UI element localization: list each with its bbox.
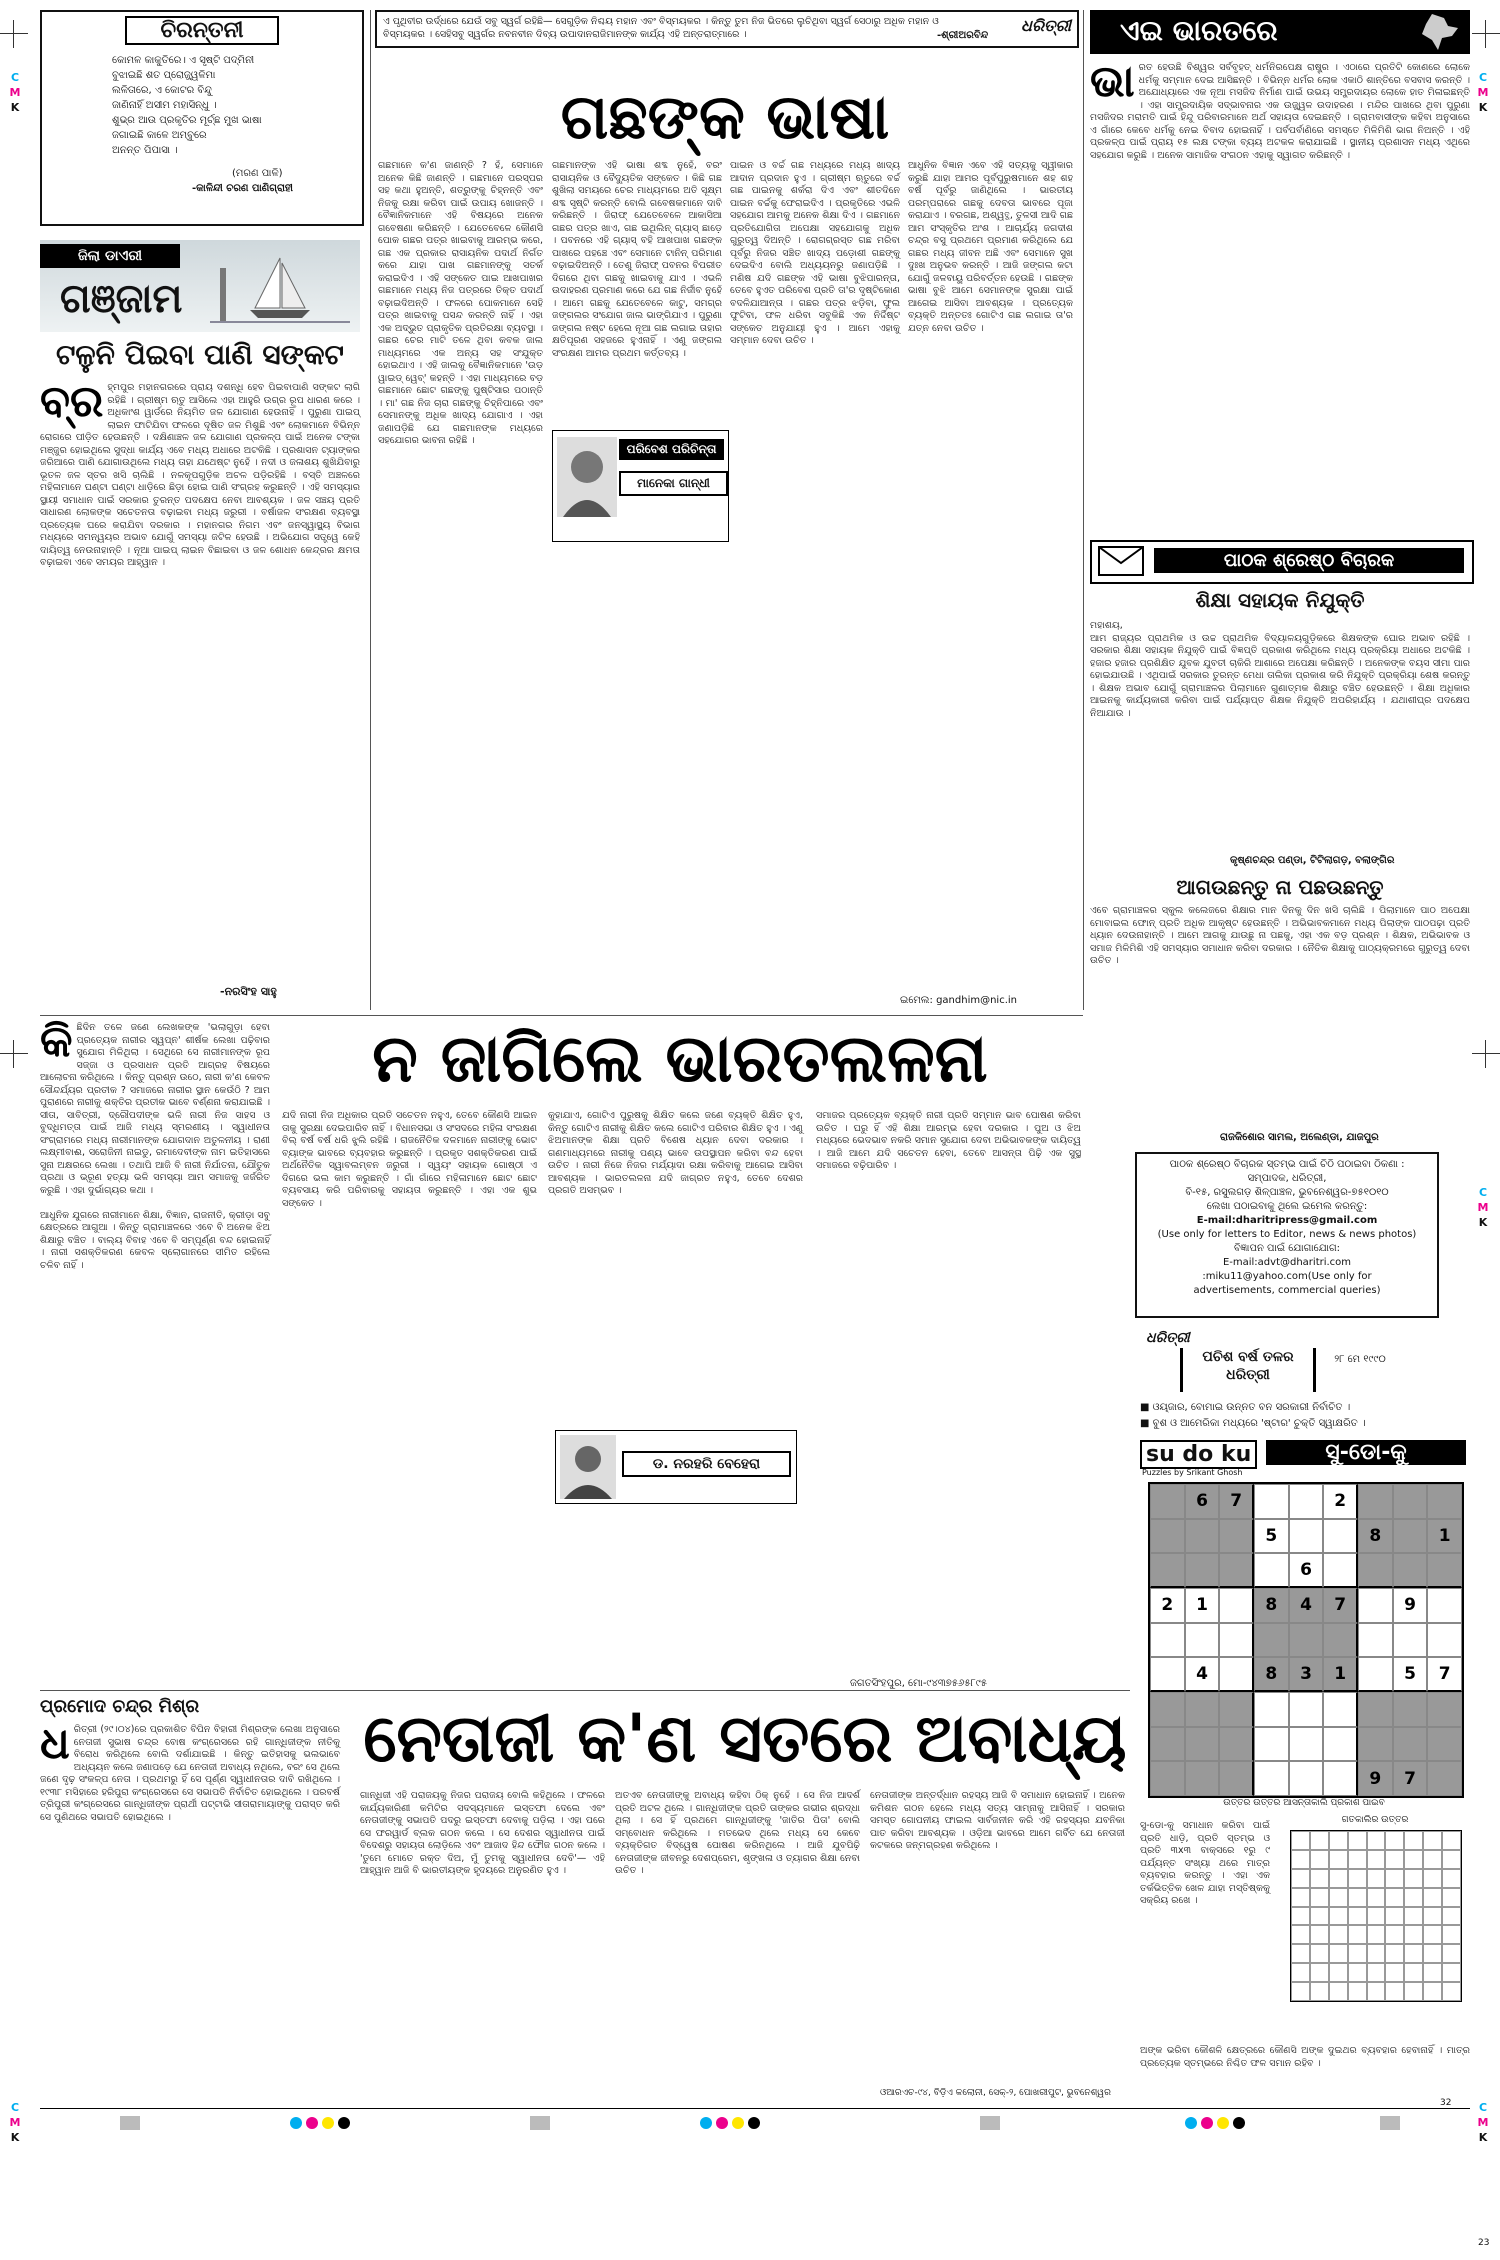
solution-cell: [1367, 1888, 1386, 1907]
sudoku-cell[interactable]: [1358, 1484, 1393, 1519]
solution-cell: [1310, 1963, 1329, 1982]
sudoku-grid[interactable]: [1148, 1482, 1464, 1798]
solution-cell: [1404, 1888, 1423, 1907]
solution-cell: [1310, 1869, 1329, 1888]
old-news-list: [1140, 1400, 1470, 1432]
sudoku-answer-note: ଉତ୍ତର ଉତ୍ତର ଆସନ୍ତାକାଲି ପ୍ରକାଶ ପାଇବ: [1223, 1798, 1385, 1808]
sudoku-cell[interactable]: [1150, 1484, 1185, 1519]
crosshair-right: [1472, 1040, 1500, 1068]
solution-cell: [1423, 1925, 1442, 1944]
sudoku-cell[interactable]: [1427, 1623, 1462, 1658]
solution-cell: [1348, 1925, 1367, 1944]
letter1-signature: କୃଷ୍ଣଚନ୍ଦ୍ର ପଣ୍ଡା, ଟିଟିଲାଗଡ଼, ବଲାଙ୍ଗିର: [1230, 855, 1395, 866]
sudoku-cell[interactable]: [1289, 1761, 1324, 1796]
sudoku-cell[interactable]: 4: [1185, 1657, 1220, 1692]
solution-cell: [1423, 1888, 1442, 1907]
sudoku-cell[interactable]: [1427, 1761, 1462, 1796]
sudoku-cell[interactable]: [1219, 1519, 1254, 1554]
sudoku-cell[interactable]: [1185, 1727, 1220, 1762]
sudoku-cell[interactable]: [1150, 1727, 1185, 1762]
solution-cell: [1404, 1869, 1423, 1888]
sudoku-cell[interactable]: [1358, 1727, 1393, 1762]
letter2-body: ଏବେ ଗ୍ରାମାଞ୍ଚଳର ସ୍କୁଲ କଲେଜରେ ଶିକ୍ଷାର ମାନ ଦିନକୁ ଦିନ ଖସି ଚାଲିଛି । ପିଲାମାନେ ପାଠ ଅପେକ୍ଷା ମୋବାଇଲ ଫୋନ୍ ପ୍ରତି ଅଧିକ ଆକୃଷ୍ଟ ହେଉଛନ୍ତି । ଅଭିଭାବକମାନେ ମଧ୍ୟ ପିଲାଙ୍କ ପାଠପଢ଼ା ପ୍ରତି ଧ୍ୟାନ ଦେଉନାହାନ୍ତି । ଆମେ ଆଗକୁ ଯାଉଛୁ ନା ପଛକୁ, ଏହା ଏକ ବଡ଼ ପ୍ରଶ୍ନ । ଶିକ୍ଷକ, ଅଭିଭାବକ ଓ ସମାଜ ମିଳିମିଶି ଏହି ସମସ୍ୟାର ସମାଧାନ କରିବା ଦରକାର । ନୈତିକ ଶିକ୍ଷାକୁ ପାଠ୍ୟକ୍ରମରେ ଗୁରୁତ୍ୱ ଦେବା ଉଚିତ ।: [1090, 905, 1474, 966]
solution-cell: [1385, 1907, 1404, 1926]
column-rule: [370, 10, 371, 1010]
solution-cell: [1442, 1944, 1461, 1963]
corner-number: 23: [1478, 2238, 1490, 2248]
sudoku-cell[interactable]: [1219, 1761, 1254, 1796]
netaji-col2: ଗାନ୍ଧିଜୀ ଏହି ପରାଜୟକୁ ନିଜର ପରାଜୟ ବୋଲି କହିଥିଲେ । ଫଳରେ କାର୍ଯ୍ୟକାରିଣୀ କମିଟିର ସଦସ୍ୟମାନେ ଇସ୍ତଫା ଦେଲେ ଏବଂ ନେତାଜୀଙ୍କୁ ସଭାପତି ପଦରୁ ଇସ୍ତଫା ଦେବାକୁ ପଡ଼ିଲା । ଏହା ପରେ ସେ ଫରୱାର୍ଡ ବ୍ଲକ ଗଠନ କଲେ । ସେ ଦେଶର ସ୍ୱାଧୀନତା ପାଇଁ ବିଦେଶରୁ ସହାୟତା ଲୋଡ଼ିଲେ ଏବଂ ଆଜାଦ ହିନ୍ଦ ଫୌଜ ଗଠନ କଲେ । 'ତୁମେ ମୋତେ ରକ୍ତ ଦିଅ, ମୁଁ ତୁମକୁ ସ୍ୱାଧୀନତା ଦେବି'— ଏହି ଆହ୍ୱାନ ଆଜି ବି ଭାରତୀୟଙ୍କ ହୃଦୟରେ ଅନୁରଣିତ ହୁଏ ।: [360, 1790, 609, 1876]
sudoku-cell[interactable]: 9: [1393, 1588, 1428, 1623]
reader-banner-text: ପାଠକ ଶ୍ରେଷ୍ଠ ବିଚାରକ: [1154, 548, 1464, 573]
columnist-box: [552, 430, 729, 542]
old-dharitri-logo: ଧରିତ୍ରୀ: [1146, 1330, 1190, 1346]
trees-article-col2-top: ଗଛମାନଙ୍କ ଏହି ଭାଷା ଶବ୍ଦ ନୁହେଁ, ବରଂ ରାସାୟନିକ ଓ ବୈଦ୍ୟୁତିକ ସଙ୍କେତ । କିଛି ଗଛ ଶୁଖିଲା ସମୟରେ ଚେର ମାଧ୍ୟମରେ ଅତି ସୂକ୍ଷ୍ମ ଶବ୍ଦ ସୃଷ୍ଟି କରନ୍ତି ବୋଲି ଗବେଷକମାନେ ଦାବି କରିଛନ୍ତି । ଜିରାଫ୍ ଯେତେବେଳେ ଆକାସିଆ ଗଛର ପତ୍ର ଖାଏ, ଗଛ ଇଥିଲିନ୍ ଗ୍ୟାସ୍ ଛାଡ଼େ । ପବନରେ ଏହି ଗ୍ୟାସ୍ ବହି ଆଖପାଖ ଗଛଙ୍କ ପାଖରେ ପହଞ୍ଚେ ଏବଂ ସେମାନେ ଟାନିନ୍ ପରିମାଣ ବଢ଼ାଇଦିଅନ୍ତି । ତେଣୁ ଜିରାଫ୍ ପବନର ବିପରୀତ ଦିଗରେ ଥିବା ଗଛକୁ ଖାଇବାକୁ ଯାଏ । ଏଭଳି ଉଦାହରଣ ପ୍ରମାଣ କରେ ଯେ ଗଛ ନିର୍ଜୀବ ନୁହେଁ । ଆମେ ଗଛକୁ ଯେତେବେଳେ କାଟୁ, ସମଗ୍ର ଜଙ୍ଗଲର ସଂଯୋଗ ଜାଲ ଭାଙ୍ଗିଯାଏ । ପୁରୁଣା ଜଙ୍ଗଲ ନଷ୍ଟ ହେଲେ ନୂଆ ଗଛ ଲଗାଇ ତାହାର କ୍ଷତିପୂରଣ ସହଜରେ ହୁଏନାହିଁ । ଏଣୁ ଜଙ୍ଗଲ ସଂରକ୍ଷଣ ଆମର ପ୍ରଥମ କର୍ତ୍ତବ୍ୟ ।: [552, 160, 726, 359]
solution-cell: [1367, 1963, 1386, 1982]
lalana-col2: ଯଦି ନାରୀ ନିଜ ଅଧିକାର ପ୍ରତି ସଚେତନ ନହୁଏ, ତେବେ କୌଣସି ଆଇନ ତାକୁ ସୁରକ୍ଷା ଦେଇପାରିବ ନାହିଁ । ବିଧାନସଭା ଓ ସଂସଦରେ ମହିଳା ସଂରକ୍ଷଣ ବିଲ୍ ବର୍ଷ ବର୍ଷ ଧରି ଝୁଲି ରହିଛି । ରାଜନୈତିକ ଦଳମାନେ ନାରୀଙ୍କୁ ଭୋଟ ବ୍ୟାଙ୍କ ଭାବରେ ବ୍ୟବହାର କରୁଛନ୍ତି । ପ୍ରକୃତ ସଶକ୍ତିକରଣ ପାଇଁ ଅର୍ଥନୈତିକ ସ୍ୱାବଲମ୍ବନ ଜରୁରୀ । ସ୍ୱୟଂ ସହାୟକ ଗୋଷ୍ଠୀ ଏ ଦିଗରେ ଭଲ କାମ କରୁଛନ୍ତି । ଗାଁ ଗାଁରେ ମହିଳାମାନେ ଛୋଟ ଛୋଟ ବ୍ୟବସାୟ କରି ପରିବାରକୁ ସହାୟତା କରୁଛନ୍ତି । ଏହା ଏକ ଶୁଭ ସଙ୍କେତ ।: [282, 1110, 541, 1209]
bharat-masthead-text: ଏଇ ଭାରତରେ: [1120, 14, 1278, 47]
registration-mark-right-bottom: C M K: [1477, 2101, 1489, 2144]
sudoku-cell[interactable]: [1254, 1761, 1289, 1796]
sudoku-cell[interactable]: [1427, 1727, 1462, 1762]
sudoku-cell[interactable]: [1393, 1727, 1428, 1762]
sudoku-cell[interactable]: [1150, 1623, 1185, 1658]
contact-box: [1135, 1152, 1439, 1318]
solution-cell: [1348, 1831, 1367, 1850]
solution-cell: [1404, 1831, 1423, 1850]
page-number: 32: [1440, 2098, 1452, 2108]
solution-cell: [1423, 1907, 1442, 1926]
contact-line1: ସମ୍ପାଦକ, ଧରିତ୍ରୀ,: [1247, 1173, 1327, 1184]
solution-cell: [1423, 1944, 1442, 1963]
yellow-dot: [322, 2117, 334, 2129]
sudoku-cell[interactable]: 5: [1393, 1657, 1428, 1692]
india-map-icon: [1412, 12, 1462, 52]
sudoku-cell[interactable]: [1185, 1761, 1220, 1796]
contact-email-3[interactable]: :miku11@yahoo.com(Use only for: [1202, 1271, 1372, 1282]
lalana-col1: କିଛିଦିନ ତଳେ ଜଣେ ଲେଖକଙ୍କ 'ଭଲାଗୁଡ଼ା ହେବା ପ୍ରତ୍ୟେକ ନାରୀର ସ୍ୱପ୍ନ' ଶୀର୍ଷକ ଲେଖା ପଢ଼ିବାର ସୁଯୋଗ ମିଳିଥିଲା । ସେଥିରେ ସେ ନାରୀମାନଙ୍କ ରୂପ ସଜ୍ଜା ଓ ପ୍ରସାଧନ ପ୍ରତି ଆଗ୍ରହ ବିଷୟରେ ଆଲୋଚନା କରିଥିଲେ । କିନ୍ତୁ ପ୍ରଶ୍ନ ଉଠେ, ନାରୀ କ'ଣ କେବଳ ସୌନ୍ଦର୍ଯ୍ୟର ପ୍ରତୀକ ? ସମାଜରେ ନାରୀର ସ୍ଥାନ କେଉଁଠି ? ଆମ ପୁରାଣରେ ନାରୀକୁ ଶକ୍ତିର ପ୍ରତୀକ ଭାବେ ବର୍ଣ୍ଣନା କରାଯାଇଛି । ସୀତା, ସାବିତ୍ରୀ, ଦ୍ରୌପଦୀଙ୍କ ଭଳି ନାରୀ ନିଜ ସାହସ ଓ ବୁଦ୍ଧିମତ୍ତା ପାଇଁ ଆଜି ମଧ୍ୟ ସ୍ମରଣୀୟ । ସ୍ୱାଧୀନତା ସଂଗ୍ରାମରେ ମଧ୍ୟ ନାରୀମାନଙ୍କ ଯୋଗଦାନ ଅତୁଳନୀୟ । ରାଣୀ ଲକ୍ଷ୍ମୀବାଈ, ସରୋଜିନୀ ନାଇଡୁ, ରମାଦେବୀଙ୍କ ନାମ ଇତିହାସରେ ସୁନା ଅକ୍ଷରରେ ଲେଖା । ତଥାପି ଆଜି ବି ନାରୀ ନିର୍ଯାତନା, ଯୌତୁକ ପ୍ରଥା ଓ ଭ୍ରୂଣ ହତ୍ୟା ଭଳି ସମସ୍ୟା ଆମ ସମାଜକୁ ଜର୍ଜରିତ କରୁଛି । ଏହା ଦୁର୍ଭାଗ୍ୟର କଥା । ଆଧୁନିକ ଯୁଗରେ ନାରୀମାନେ ଶିକ୍ଷା, ବିଜ୍ଞାନ, ରାଜନୀତି, କ୍ରୀଡ଼ା ସବୁ କ୍ଷେତ୍ରରେ ଆଗୁଆ । କିନ୍ତୁ ଗ୍ରାମାଞ୍ଚଳରେ ଏବେ ବି ଅନେକ ଝିଅ ଶିକ୍ଷାରୁ ବଞ୍ଚିତ । ବାଲ୍ୟ ବିବାହ ଏବେ ବି ସମ୍ପୂର୍ଣ୍ଣ ବନ୍ଦ ହୋଇନାହିଁ । ନାରୀ ସଶକ୍ତିକରଣ କେବଳ ସ୍ଲୋଗାନରେ ସୀମିତ ରହିଲେ ଚଳିବ ନାହିଁ ।: [40, 1016, 270, 1271]
envelope-icon: [1098, 546, 1144, 576]
contact-line3: ଲେଖା ପଠାଇବାକୁ ଥିଲେ ଇମେଲ କରନ୍ତୁ:: [1206, 1201, 1368, 1212]
sudoku-cell[interactable]: [1323, 1553, 1358, 1588]
column-rule: [1083, 10, 1084, 1010]
sudoku-cell[interactable]: 7: [1323, 1588, 1358, 1623]
sudoku-cell[interactable]: 9: [1358, 1761, 1393, 1796]
lalana-col4: ସମାଜର ପ୍ରତ୍ୟେକ ବ୍ୟକ୍ତି ନାରୀ ପ୍ରତି ସମ୍ମାନ ଭାବ ପୋଷଣ କରିବା ଉଚିତ । ଘରୁ ହିଁ ଏହି ଶିକ୍ଷା ଆରମ୍ଭ ହେବା ଦରକାର । ପୁଅ ଓ ଝିଅ ମଧ୍ୟରେ ଭେଦଭାବ ନକରି ସମାନ ସୁଯୋଗ ଦେବା ଅଭିଭାବକଙ୍କ ଦାୟିତ୍ୱ । ଆଜି ଆମେ ଯଦି ସଚେତନ ହେବା, ତେବେ ଆସନ୍ତା ପିଢ଼ି ଏକ ସୁସ୍ଥ ସମାଜରେ ବଢ଼ିପାରିବ ।: [816, 1110, 1085, 1171]
sudoku-cell[interactable]: 4: [1289, 1588, 1324, 1623]
sudoku-solution-grid: [1290, 1830, 1462, 2002]
sudoku-cell[interactable]: [1427, 1553, 1462, 1588]
sudoku-cell[interactable]: [1427, 1588, 1462, 1623]
bharat-masthead: [1090, 10, 1470, 54]
trees-article-col2-bottom: [552, 548, 722, 1010]
solution-cell: [1423, 1869, 1442, 1888]
sudoku-cell[interactable]: 8: [1254, 1588, 1289, 1623]
sudoku-cell[interactable]: [1393, 1484, 1428, 1519]
district-diary-banner: [40, 240, 360, 332]
gray-swatch: [1380, 2116, 1400, 2130]
sudoku-cell[interactable]: 7: [1219, 1484, 1254, 1519]
solution-cell: [1367, 1831, 1386, 1850]
district-diary-tag: ଜିଲା ଡାଏରୀ: [40, 244, 180, 268]
cyan-dot: [290, 2117, 302, 2129]
solution-cell: [1310, 1907, 1329, 1926]
sudoku-cell[interactable]: 7: [1427, 1657, 1462, 1692]
sudoku-answers-head: ଗତକାଲିର ଉତ୍ତର: [1341, 1815, 1409, 1825]
lalana-author-box: [555, 1430, 797, 1504]
sudoku-cell[interactable]: [1150, 1553, 1185, 1588]
sudoku-cell[interactable]: [1254, 1553, 1289, 1588]
water-article-dropcap: ବ୍ର: [40, 376, 104, 427]
water-article-author: -ନରସିଂହ ସାହୁ: [220, 985, 277, 998]
lalana-col3-bottom: [548, 1510, 803, 1660]
sudoku-cell[interactable]: [1323, 1727, 1358, 1762]
solution-cell: [1385, 1963, 1404, 1982]
solution-cell: [1423, 1982, 1442, 2001]
sudoku-cell[interactable]: [1358, 1692, 1393, 1727]
sudoku-cell[interactable]: 8: [1358, 1519, 1393, 1554]
magenta-dot: [716, 2117, 728, 2129]
chirantani-source: (ମରଣ ପାଳି): [232, 168, 283, 179]
solution-cell: [1367, 1982, 1386, 2001]
solution-cell: [1329, 1944, 1348, 1963]
solution-cell: [1385, 1869, 1404, 1888]
sudoku-cell[interactable]: 7: [1393, 1761, 1428, 1796]
black-dot: [748, 2117, 760, 2129]
solution-cell: [1310, 1982, 1329, 2001]
footer-rule: [40, 2108, 1470, 2109]
solution-cell: [1404, 1982, 1423, 2001]
sudoku-cell[interactable]: [1185, 1692, 1220, 1727]
sudoku-cell[interactable]: [1358, 1553, 1393, 1588]
sudoku-credit: Puzzles by Srikant Ghosh: [1142, 1468, 1243, 1477]
solution-cell: [1367, 1850, 1386, 1869]
solution-cell: [1442, 1925, 1461, 1944]
sudoku-footer: ଅଙ୍କ ଭରିବା କୌଶଳି କ୍ଷେତ୍ରରେ କୌଣସି ଅଙ୍କ ଦୁଇଥର ବ୍ୟବହାର ହେବାନାହିଁ । ମାତ୍ର ପ୍ରତ୍ୟେକ ସ୍ତମ୍ଭରେ ନିଶ୍ଚିତ ଫଳ ସମାନ ରହିବ ।: [1140, 2045, 1474, 2069]
section-rule: [40, 1015, 1083, 1016]
solution-cell: [1404, 1963, 1423, 1982]
sudoku-cell[interactable]: [1185, 1623, 1220, 1658]
magenta-dot: [306, 2117, 318, 2129]
solution-cell: [1385, 1888, 1404, 1907]
solution-cell: [1442, 1869, 1461, 1888]
solution-cell: [1291, 1925, 1310, 1944]
chirantani-heading: ଚିରନ୍ତନୀ: [125, 16, 279, 45]
lalana-title: ନ ଜାଗିଲେ ଭାରତଲଳନା: [372, 1020, 988, 1097]
solution-cell: [1329, 1907, 1348, 1926]
netaji-title: ନେତାଜୀ କ'ଣ ସତରେ ଅବାଧ୍ୟ: [363, 1700, 1127, 1777]
columnist-photo: [557, 437, 617, 517]
trees-article-title: ଗଛଙ୍କ ଭାଷା: [560, 80, 890, 153]
sudoku-cell[interactable]: [1289, 1484, 1324, 1519]
solution-cell: [1348, 1907, 1367, 1926]
sudoku-cell[interactable]: [1427, 1484, 1462, 1519]
registration-mark-right-mid: C M K: [1477, 1186, 1489, 1229]
solution-cell: [1423, 1831, 1442, 1850]
contact-email-2[interactable]: E-mail:advt@dharitri.com: [1222, 1257, 1352, 1268]
sudoku-cell[interactable]: [1323, 1761, 1358, 1796]
bharat-dropcap: ଭା: [1090, 56, 1135, 107]
solution-cell: [1404, 1907, 1423, 1926]
old-news-item: ■ ଓୟ୍‌ଜାର, ବୋମାଇ ଉନ୍ନତ ବନ ସରକାରୀ ନିର୍ବାଚିତ ।: [1140, 1402, 1351, 1413]
solution-cell: [1348, 1850, 1367, 1869]
solution-cell: [1348, 1944, 1367, 1963]
solution-cell: [1291, 1888, 1310, 1907]
sudoku-cell[interactable]: [1289, 1623, 1324, 1658]
trees-article-col4: ଆଧୁନିକ ବିଜ୍ଞାନ ଏବେ ଏହି ସତ୍ୟକୁ ସ୍ୱୀକାର କରୁଛି ଯାହା ଆମର ପୂର୍ବପୁରୁଷମାନେ ଶହ ଶହ ବର୍ଷ ପୂର୍ବରୁ ଜାଣିଥିଲେ । ଭାରତୀୟ ପରମ୍ପରାରେ ଗଛକୁ ଦେବତା ଭାବରେ ପୂଜା କରାଯାଏ । ବରଗଛ, ଅଶ୍ୱତ୍ଥ, ତୁଳସୀ ଆଦି ଗଛ ଆମ ସଂସ୍କୃତିର ଅଂଶ । ଆଚାର୍ଯ୍ୟ ଜଗଦୀଶ ଚନ୍ଦ୍ର ବସୁ ପ୍ରଥମେ ପ୍ରମାଣ କରିଥିଲେ ଯେ ଗଛର ମଧ୍ୟ ଜୀବନ ଅଛି ଏବଂ ସେମାନେ ସୁଖ ଦୁଃଖ ଅନୁଭବ କରନ୍ତି । ଆଜି ଜଙ୍ଗଲ କଟା ଯୋଗୁଁ ଜଳବାୟୁ ପରିବର୍ତ୍ତନ ହେଉଛି । ଗଛଙ୍କ ଭାଷା ବୁଝି ଆମେ ସେମାନଙ୍କ ସୁରକ୍ଷା ପାଇଁ ଆଗେଇ ଆସିବା ଆବଶ୍ୟକ । ପ୍ରତ୍ୟେକ ବ୍ୟକ୍ତି ଅନ୍ତତଃ ଗୋଟିଏ ଗଛ ଲଗାଇ ତା'ର ଯତ୍ନ ନେବା ଉଚିତ ।: [908, 160, 1077, 334]
letter2-title: ଆଗଉଛନ୍ତୁ ନା ପଛଉଛନ୍ତୁ: [1176, 875, 1384, 899]
solution-cell: [1385, 1831, 1404, 1850]
sudoku-cell[interactable]: [1358, 1623, 1393, 1658]
registration-mark-left-bottom: C M K: [9, 2101, 21, 2144]
solution-cell: [1291, 1831, 1310, 1850]
sudoku-cell[interactable]: [1323, 1519, 1358, 1554]
sudoku-cell[interactable]: 3: [1289, 1657, 1324, 1692]
columnist-email[interactable]: gandhim@nic.in: [936, 995, 1018, 1006]
solution-cell: [1442, 1850, 1461, 1869]
contact-intro: ପାଠକ ଶ୍ରେଷ୍ଠ ବିଚାରକ ସ୍ତମ୍ଭ ପାଇଁ ଚିଠି ପଠାଇବା ଠିକଣା :: [1169, 1159, 1405, 1170]
registration-mark-right-top: C M K: [1477, 71, 1489, 114]
solution-cell: [1329, 1982, 1348, 2001]
netaji-col3: ଅତଏବ ନେତାଜୀଙ୍କୁ ଅବାଧ୍ୟ କହିବା ଠିକ୍ ନୁହେଁ । ସେ ନିଜ ଆଦର୍ଶ ପ୍ରତି ଅଟଳ ଥିଲେ । ଗାନ୍ଧିଜୀଙ୍କ ପ୍ରତି ତାଙ୍କର ଗଭୀର ଶ୍ରଦ୍ଧା ଥିଲା । ସେ ହିଁ ପ୍ରଥମେ ଗାନ୍ଧିଜୀଙ୍କୁ 'ଜାତିର ପିତା' ବୋଲି ସମ୍ବୋଧନ କରିଥିଲେ । ମତଭେଦ ଥିଲେ ମଧ୍ୟ ସେ କେବେ ବ୍ୟକ୍ତିଗତ ବିଦ୍ୱେଷ ପୋଷଣ କରିନଥିଲେ । ଆଜି ଯୁବପିଢ଼ି ନେତାଜୀଙ୍କ ଜୀବନରୁ ଦେଶପ୍ରେମ, ଶୃଙ୍ଖଳା ଓ ତ୍ୟାଗର ଶିକ୍ଷା ନେବା ଉଚିତ ।: [615, 1790, 864, 1876]
netaji-col1: ଧରିତ୍ରୀ (୨୯।୦୪)ରେ ପ୍ରକାଶିତ ବିପିନ ବିହାରୀ ମିଶ୍ରଙ୍କ ଲେଖା ଅନୁସାରେ ନେତାଜୀ ସୁଭାଷ ଚନ୍ଦ୍ର ବୋଷ କଂଗ୍ରେସରେ ରହି ଗାନ୍ଧିଜୀଙ୍କ ନୀତିକୁ ବିରୋଧ କରିଥିଲେ ବୋଲି ଦର୍ଶାଯାଇଛି । କିନ୍ତୁ ଇତିହାସକୁ ଭଲଭାବେ ଅଧ୍ୟୟନ କଲେ ଜଣାପଡ଼େ ଯେ ନେତାଜୀ ଅବାଧ୍ୟ ନଥିଲେ, ବରଂ ସେ ଥିଲେ ଜଣେ ଦୃଢ଼ ସଂକଳ୍ପ ନେତା । ପ୍ରଥମରୁ ହିଁ ସେ ପୂର୍ଣ୍ଣ ସ୍ୱାଧୀନତାର ଦାବି ରଖିଥିଲେ । ୧୯୩୮ ମସିହାରେ ହରିପୁରା କଂଗ୍ରେସରେ ସେ ସଭାପତି ନିର୍ବାଚିତ ହୋଇଥିଲେ । ପରବର୍ଷ ତ୍ରିପୁରୀ କଂଗ୍ରେସରେ ଗାନ୍ଧିଜୀଙ୍କ ପ୍ରାର୍ଥୀ ପଟ୍ଟାଭି ସୀତାରାମାୟାଙ୍କୁ ପରାସ୍ତ କରି ସେ ପୁଣିଥରେ ସଭାପତି ହୋଇଥିଲେ ।: [40, 1718, 344, 1823]
letter1-title: ଶିକ୍ଷା ସହାୟକ ନିଯୁକ୍ତି: [1195, 588, 1365, 612]
sudoku-cell[interactable]: [1358, 1588, 1393, 1623]
solution-cell: [1385, 1925, 1404, 1944]
sudoku-cell[interactable]: [1289, 1692, 1324, 1727]
netaji-address: ଓଆରଏଚ-୯୪, ବିଡ଼ିଏ କଲୋନୀ, ସେକ୍‌-୨, ପୋଖରୀପୁଟ, ଭୁବନେଶ୍ୱର: [880, 2088, 1111, 2098]
solution-cell: [1385, 1850, 1404, 1869]
old-dharitri-date: ୨୮ ମେ ୧୯୯୦: [1334, 1354, 1386, 1365]
solution-cell: [1329, 1850, 1348, 1869]
sudoku-cell[interactable]: [1254, 1484, 1289, 1519]
lalana-dropcap: କି: [40, 1016, 73, 1067]
sudoku-cell[interactable]: [1254, 1623, 1289, 1658]
letter1-body: ମହାଶୟ, ଆମ ରାଜ୍ୟର ପ୍ରାଥମିକ ଓ ଉଚ୍ଚ ପ୍ରାଥମିକ ବିଦ୍ୟାଳୟଗୁଡ଼ିକରେ ଶିକ୍ଷକଙ୍କ ଘୋର ଅଭାବ ରହିଛି । ସରକାର ଶିକ୍ଷା ସହାୟକ ନିଯୁକ୍ତି ପାଇଁ ବିଜ୍ଞପ୍ତି ପ୍ରକାଶ କରିଥିଲେ ମଧ୍ୟ ପ୍ରକ୍ରିୟା ଅଧାରେ ଅଟକିଛି । ହଜାର ହଜାର ପ୍ରଶିକ୍ଷିତ ଯୁବକ ଯୁବତୀ ଚାକିରି ଆଶାରେ ଅପେକ୍ଷା କରିଛନ୍ତି । ଅନେକଙ୍କ ବୟସ ସୀମା ପାର ହୋଇଯାଉଛି । ଏଥିପାଇଁ ସରକାର ତୁରନ୍ତ ମେଧା ତାଲିକା ପ୍ରକାଶ କରି ନିଯୁକ୍ତି ପ୍ରକ୍ରିୟା ଶେଷ କରନ୍ତୁ । ଶିକ୍ଷକ ଅଭାବ ଯୋଗୁଁ ଗ୍ରାମାଞ୍ଚଳର ପିଲାମାନେ ଗୁଣାତ୍ମକ ଶିକ୍ଷାରୁ ବଞ୍ଚିତ ହେଉଛନ୍ତି । ଶିକ୍ଷା ଅଧିକାର ଆଇନକୁ କାର୍ଯ୍ୟକାରୀ କରିବା ପାଇଁ ପର୍ଯ୍ୟାପ୍ତ ଶିକ୍ଷକ ନିଯୁକ୍ତି ଅପରିହାର୍ଯ୍ୟ । ଯଥାଶୀଘ୍ର ପଦକ୍ଷେପ ନିଆଯାଉ ।: [1090, 620, 1470, 719]
contact-line2: ବି-୧୫, ରସୁଲଗଡ଼ ଶିଳ୍ପାଞ୍ଚଳ, ଭୁବନେଶ୍ୱର-୭୫୧୦୧୦: [1185, 1187, 1389, 1198]
solution-cell: [1348, 1982, 1367, 2001]
sudoku-cell[interactable]: [1219, 1657, 1254, 1692]
yellow-dot: [732, 2117, 744, 2129]
author-photo: [560, 1435, 616, 1499]
solution-cell: [1291, 1869, 1310, 1888]
chirantani-box: [40, 10, 364, 226]
solution-cell: [1329, 1831, 1348, 1850]
cyan-dot: [1185, 2117, 1197, 2129]
sudoku-cell[interactable]: 2: [1323, 1484, 1358, 1519]
letter2-signature: ରାଜକିଶୋର ସାମଲ, ଅଲେଣ୍ଡା, ଯାଜପୁର: [1220, 1132, 1379, 1143]
crosshair-left: [0, 1040, 28, 1068]
sudoku-cell[interactable]: 1: [1185, 1588, 1220, 1623]
black-dot: [338, 2117, 350, 2129]
section-rule: [40, 1690, 1130, 1691]
sudoku-cell[interactable]: [1323, 1692, 1358, 1727]
sudoku-cell[interactable]: [1150, 1761, 1185, 1796]
solution-cell: [1310, 1888, 1329, 1907]
magenta-dot: [1201, 2117, 1213, 2129]
sudoku-cell[interactable]: [1254, 1727, 1289, 1762]
solution-cell: [1423, 1850, 1442, 1869]
solution-cell: [1367, 1869, 1386, 1888]
solution-cell: [1423, 1963, 1442, 1982]
sudoku-cell[interactable]: [1150, 1692, 1185, 1727]
cyan-dot: [700, 2117, 712, 2129]
sudoku-cell[interactable]: [1358, 1657, 1393, 1692]
lalana-address: ଜଗତସିଂହପୁର, ମୋ-୯୪୩୭୫୬୫୮୯୫: [850, 1678, 987, 1689]
solution-cell: [1442, 1907, 1461, 1926]
sudoku-cell[interactable]: 1: [1323, 1657, 1358, 1692]
sudoku-cell[interactable]: [1150, 1519, 1185, 1554]
black-dot: [1233, 2117, 1245, 2129]
sudoku-cell[interactable]: [1185, 1519, 1220, 1554]
contact-note-2: advertisements, commercial queries): [1193, 1285, 1381, 1296]
sudoku-cell[interactable]: [1289, 1519, 1324, 1554]
chirantani-poem: କୋମଳ କାକୁତିରେ। ଏ ସୃଷ୍ଟି ପଦ୍ମିନୀ ବୁଝାଇଛି ଶତ ପ୍ରୋଜ୍ଜ୍ୱଳିମା ଲଳିତାରେ, ଏ କୋଟର ବିନ୍ଦୁ ଜାଣିନାହିଁ ଅସୀମ ମହାସିନ୍ଧୁ । ଶୁଭ୍ର ଆଉ ପ୍ରକୃତିର ମୂର୍ଚ୍ଛ ମୁଖ ଭାଷା ଜଗାଇଛି କାଳେ ଅମ୍ବୁରେ ଅନନ୍ତ ପିପାସା ।: [112, 55, 262, 156]
solution-cell: [1404, 1944, 1423, 1963]
old-dharitri-box: [1140, 1330, 1440, 1398]
sudoku-cell[interactable]: [1289, 1727, 1324, 1762]
solution-cell: [1442, 1982, 1461, 2001]
solution-cell: [1329, 1888, 1348, 1907]
solution-cell: [1385, 1944, 1404, 1963]
columnist-name: ମାନେକା ଗାନ୍ଧୀ: [619, 471, 728, 496]
sudoku-cell[interactable]: [1219, 1553, 1254, 1588]
solution-cell: [1310, 1831, 1329, 1850]
sudoku-cell[interactable]: 2: [1150, 1588, 1185, 1623]
old-dharitri-banner: ପଚିଶ ବର୍ଷ ତଳର ଧରିତ୍ରୀ: [1180, 1348, 1316, 1392]
sudoku-cell[interactable]: 5: [1254, 1519, 1289, 1554]
solution-cell: [1442, 1963, 1461, 1982]
solution-cell: [1442, 1831, 1461, 1850]
water-article-body: ବ୍ର ହ୍ମପୁର ମହାନଗରରେ ପ୍ରାୟ ଦଶନ୍ଧି ହେବ ପିଇବାପାଣି ସଙ୍କଟ ଲାଗି ରହିଛି । ଗ୍ରୀଷ୍ମ ଋତୁ ଆସିଲେ ଏହା ଆହୁରି ଉଗ୍ର ରୂପ ଧାରଣ କରେ । ଅଧିକାଂଶ ୱାର୍ଡରେ ନିୟମିତ ଜଳ ଯୋଗାଣ ହେଉନାହିଁ । ପୁରୁଣା ପାଇପ୍ ଲାଇନ ଫାଟିଯିବା ଫଳରେ ଦୂଷିତ ଜଳ ମିଶୁଛି ଏବଂ ଲୋକମାନେ ବିଭିନ୍ନ ରୋଗରେ ପୀଡ଼ିତ ହେଉଛନ୍ତି । ଦକ୍ଷିଣାଞ୍ଚଳ ଜଳ ଯୋଗାଣ ପ୍ରକଳ୍ପ ପାଇଁ ଅନେକ ଟଙ୍କା ମଞ୍ଜୁର ହୋଇଥିଲେ ସୁଦ୍ଧା କାର୍ଯ୍ୟ ଏବେ ମଧ୍ୟ ଅଧାରେ ଅଟକିଛି । ପ୍ରଶାସନ ଟ୍ୟାଙ୍କର ଜରିଆରେ ପାଣି ଯୋଗାଉଥିଲେ ମଧ୍ୟ ତାହା ଯଥେଷ୍ଟ ନୁହେଁ । ନଦୀ ଓ ଜଳାଶୟ ଶୁଖିଯିବାରୁ ଭୂତଳ ଜଳ ସ୍ତର ଖସି ଚାଲିଛି । ନଳକୂପଗୁଡ଼ିକ ଅଚଳ ପଡ଼ିରହିଛି । ବସ୍ତି ଅଞ୍ଚଳରେ ମହିଳାମାନେ ଘଣ୍ଟା ଘଣ୍ଟା ଧାଡ଼ିରେ ଛିଡ଼ା ହୋଇ ପାଣି ସଂଗ୍ରହ କରୁଛନ୍ତି । ଏହି ସମସ୍ୟାର ସ୍ଥାୟୀ ସମାଧାନ ପାଇଁ ସରକାର ତୁରନ୍ତ ପଦକ୍ଷେପ ନେବା ଆବଶ୍ୟକ । ଜଳ ସଞ୍ଚୟ ପ୍ରତି ସାଧାରଣ ଲୋକଙ୍କ ସଚେତନତା ବଢ଼ାଇବା ମଧ୍ୟ ଜରୁରୀ । ବର୍ଷାଜଳ ସଂରକ୍ଷଣ ବ୍ୟବସ୍ଥା ପ୍ରତ୍ୟେକ ଘରେ କରାଯିବା ଦରକାର । ମହାନଗର ନିଗମ ଏବଂ ଜନସ୍ୱାସ୍ଥ୍ୟ ବିଭାଗ ମଧ୍ୟରେ ସମନ୍ୱୟର ଅଭାବ ଯୋଗୁଁ ସମସ୍ୟା ଜଟିଳ ହେଉଛି । ଅଭିଯୋଗ ସତ୍ତ୍ୱେ କେହି ଦାୟିତ୍ୱ ନେଉନାହାନ୍ତି । ନୂଆ ପାଇପ୍ ଲାଇନ ବିଛାଇବା ଓ ଜଳ ଶୋଧନ କେନ୍ଦ୍ରର କ୍ଷମତା ବଢ଼ାଇବା ଏବେ ସମୟର ଆହ୍ୱାନ ।: [40, 376, 364, 568]
sudoku-cell[interactable]: [1219, 1727, 1254, 1762]
sudoku-brand: su do ku: [1140, 1440, 1257, 1469]
sudoku-cell[interactable]: [1393, 1519, 1428, 1554]
netaji-byline: ପ୍ରମୋଦ ଚନ୍ଦ୍ର ମିଶ୍ର: [40, 1696, 200, 1717]
water-article-title: ଟଳୁନି ପିଇବା ପାଣି ସଙ୍କଟ: [56, 338, 344, 371]
sudoku-cell[interactable]: [1150, 1657, 1185, 1692]
solution-cell: [1329, 1925, 1348, 1944]
sudoku-cell[interactable]: [1219, 1588, 1254, 1623]
netaji-col4: ନେତାଜୀଙ୍କ ଅନ୍ତର୍ଦ୍ଧାନ ରହସ୍ୟ ଆଜି ବି ସମାଧାନ ହୋଇନାହିଁ । ଅନେକ କମିଶନ ଗଠନ ହେଲେ ମଧ୍ୟ ସତ୍ୟ ସାମ୍ନାକୁ ଆସିନାହିଁ । ସରକାର ସମସ୍ତ ଗୋପନୀୟ ଫାଇଲ ସାର୍ବଜନୀନ କରି ଏହି ରହସ୍ୟର ଯବନିକା ପାତ କରିବା ଆବଶ୍ୟକ । ଓଡ଼ିଆ ଭାବରେ ଆମେ ଗର୍ବିତ ଯେ ନେତାଜୀ କଟକରେ ଜନ୍ମଗ୍ରହଣ କରିଥିଲେ ।: [870, 1790, 1129, 1851]
sudoku-cell[interactable]: [1393, 1553, 1428, 1588]
sudoku-cell[interactable]: [1219, 1623, 1254, 1658]
solution-cell: [1291, 1907, 1310, 1926]
dharitri-logo-small: ଧରିତ୍ରୀ: [1021, 16, 1071, 35]
sudoku-cell[interactable]: [1393, 1623, 1428, 1658]
trees-article-col1: ଗଛମାନେ କ'ଣ ଜାଣନ୍ତି ? ହଁ, ସେମାନେ ଅନେକ କିଛି ଜାଣନ୍ତି । ଗଛମାନେ ପରସ୍ପର ସହ କଥା ହୁଅନ୍ତି, ଶତ୍ରୁଙ୍କୁ ଚିହ୍ନନ୍ତି ଏବଂ ନିଜକୁ ରକ୍ଷା କରିବା ପାଇଁ ଉପାୟ ଖୋଜନ୍ତି । ବୈଜ୍ଞାନିକମାନେ ଏହି ବିଷୟରେ ଅନେକ ଗବେଷଣା କରିଛନ୍ତି । ଯେତେବେଳେ କୌଣସି ପୋକ ଗଛର ପତ୍ର ଖାଇବାକୁ ଆରମ୍ଭ କରେ, ଗଛ ଏକ ପ୍ରକାର ରାସାୟନିକ ପଦାର୍ଥ ନିର୍ଗତ କରେ ଯାହା ପାଖ ଗଛମାନଙ୍କୁ ସତର୍କ କରାଇଦିଏ । ଏହି ସଙ୍କେତ ପାଇ ଆଖପାଖର ଗଛମାନେ ମଧ୍ୟ ନିଜ ପତ୍ରରେ ତିକ୍ତ ପଦାର୍ଥ ବଢ଼ାଇଦିଅନ୍ତି । ଫଳରେ ପୋକମାନେ ସେହି ପତ୍ର ଖାଇବାକୁ ପସନ୍ଦ କରନ୍ତି ନାହିଁ । ଏହା ଏକ ଅଦ୍ଭୁତ ପ୍ରାକୃତିକ ପ୍ରତିରକ୍ଷା ବ୍ୟବସ୍ଥା । ଗଛର ଚେର ମାଟି ତଳେ ଥିବା କବକ ଜାଲ ମାଧ୍ୟମରେ ଏକ ଅନ୍ୟ ସହ ସଂଯୁକ୍ତ ହୋଇଥାଏ । ଏହି ଜାଲକୁ ବୈଜ୍ଞାନିକମାନେ 'ଉଡ଼ ୱାଇଡ୍ ୱେବ୍' କହନ୍ତି । ଏହା ମାଧ୍ୟମରେ ବଡ଼ ଗଛମାନେ ଛୋଟ ଗଛଙ୍କୁ ପୁଷ୍ଟିସାର ପଠାନ୍ତି । ମା' ଗଛ ନିଜ ଚାରା ଗଛଙ୍କୁ ଚିହ୍ନିପାରେ ଏବଂ ସେମାନଙ୍କୁ ଅଧିକ ଖାଦ୍ୟ ଯୋଗାଏ । ଏହା ଜଣାପଡ଼ିଛି ଯେ ଗଛମାନଙ୍କ ମଧ୍ୟରେ ସହଯୋଗର ଭାବନା ରହିଛି ।: [378, 160, 547, 446]
solution-cell: [1367, 1944, 1386, 1963]
quote-text: ଏ ପୃଥିବୀର ଉର୍ଦ୍ଧରେ ଯେଉଁ ସବୁ ସ୍ୱର୍ଗ ରହିଛି— ସେଗୁଡ଼ିକ ନିଶ୍ଚୟ ମହାନ ଏବଂ ବିସ୍ମୟକର । କିନ୍ତୁ ତୁମ ନିଜ ଭିତରେ ଲୁଚିଥିବା ସ୍ୱର୍ଗ ସେଠାରୁ ଅଧିକ ମହାନ ଓ ବିସ୍ମୟକର । ସେହିସବୁ ସ୍ୱର୍ଗର ନବନବୀନ ଦିବ୍ୟ ଉପାଦାନରାଜିମାନଙ୍କ କାର୍ଯ୍ୟ ଏହି ଅନ୍ତରାତ୍ମାରେ ।: [383, 16, 939, 40]
solution-cell: [1329, 1963, 1348, 1982]
contact-line4: ବିଜ୍ଞାପନ ପାଇଁ ଯୋଗାଯୋଗ:: [1233, 1243, 1341, 1254]
columnist-email-line: ଇମେଲ: gandhim@nic.in: [900, 995, 1018, 1006]
sudoku-cell[interactable]: [1185, 1553, 1220, 1588]
solution-cell: [1291, 1963, 1310, 1982]
contact-note-1: (Use only for letters to Editor, news & news photos): [1157, 1229, 1417, 1240]
solution-cell: [1310, 1850, 1329, 1869]
solution-cell: [1367, 1925, 1386, 1944]
solution-cell: [1291, 1850, 1310, 1869]
gray-swatch: [530, 2116, 550, 2130]
sudoku-cell[interactable]: [1427, 1692, 1462, 1727]
sudoku-brand-odia: ସୁ-ଡୋ-କୁ: [1266, 1440, 1466, 1465]
sudoku-cell[interactable]: 6: [1185, 1484, 1220, 1519]
trees-article-col3: ପାଇନ ଓ ବର୍ଚ୍ଚ ଗଛ ମଧ୍ୟରେ ମଧ୍ୟ ଖାଦ୍ୟ ଆଦାନ ପ୍ରଦାନ ହୁଏ । ଗ୍ରୀଷ୍ମ ଋତୁରେ ବର୍ଚ୍ଚ ଗଛ ପାଇନକୁ ଶର୍କରା ଦିଏ ଏବଂ ଶୀତଦିନେ ପାଇନ ବର୍ଚ୍ଚକୁ ଫେରାଇଦିଏ । ପ୍ରକୃତିରେ ଏଭଳି ସହଯୋଗ ଆମକୁ ଅନେକ ଶିକ୍ଷା ଦିଏ । ଗଛମାନେ ପ୍ରତିଯୋଗିତା ଅପେକ୍ଷା ସହଯୋଗକୁ ଅଧିକ ଗୁରୁତ୍ୱ ଦିଅନ୍ତି । ରୋଗଗ୍ରସ୍ତ ଗଛ ମରିବା ପୂର୍ବରୁ ନିଜର ସଞ୍ଚିତ ଖାଦ୍ୟ ପଡ଼ୋଶୀ ଗଛଙ୍କୁ ଦେଇଦିଏ ବୋଲି ଅଧ୍ୟୟନରୁ ଜଣାପଡ଼ିଛି । ମଣିଷ ଯଦି ଗଛଙ୍କ ଏହି ଭାଷା ବୁଝିପାରନ୍ତା, ତେବେ ହୁଏତ ପରିବେଶ ପ୍ରତି ତା'ର ଦୃଷ୍ଟିକୋଣ ବଦଳିଯାଆନ୍ତା । ଗଛର ପତ୍ର ଝଡ଼ିବା, ଫୁଲ ଫୁଟିବା, ଫଳ ଧରିବା ସବୁକିଛି ଏକ ନିର୍ଦ୍ଦିଷ୍ଟ ସଙ୍କେତ ଅନୁଯାୟୀ ହୁଏ । ଆମେ ଏହାକୁ ସମ୍ମାନ ଦେବା ଉଚିତ ।: [730, 160, 904, 346]
sudoku-cell[interactable]: 8: [1254, 1657, 1289, 1692]
reader-banner: [1090, 540, 1474, 584]
solution-cell: [1348, 1888, 1367, 1907]
crosshair-top-left: [0, 20, 28, 48]
quote-attribution: -ଶ୍ରୀଅରବିନ୍ଦ: [937, 30, 989, 41]
lalana-author-name: ଡ. ନରହରି ବେହେରା: [622, 1451, 791, 1477]
solution-cell: [1291, 1982, 1310, 2001]
sudoku-cell[interactable]: [1323, 1623, 1358, 1658]
registration-mark-left-top: C M K: [9, 71, 21, 114]
solution-cell: [1348, 1963, 1367, 1982]
solution-cell: [1404, 1925, 1423, 1944]
district-name: ଗଞ୍ଜାମ: [60, 276, 183, 322]
gray-swatch: [120, 2116, 140, 2130]
sudoku-cell[interactable]: [1219, 1692, 1254, 1727]
solution-cell: [1367, 1907, 1386, 1926]
gray-swatch: [980, 2116, 1000, 2130]
solution-cell: [1404, 1850, 1423, 1869]
sudoku-cell[interactable]: [1254, 1692, 1289, 1727]
bharat-body: ଭାରତ ହେଉଛି ବିଶ୍ୱର ସର୍ବବୃହତ୍ ଧର୍ମନିରପେକ୍ଷ ରାଷ୍ଟ୍ର । ଏଠାରେ ପ୍ରତିଟି କୋଣରେ ଲୋକେ ଧର୍ମକୁ ସମ୍ମାନ ଦେଇ ଆସିଛନ୍ତି । ବିଭିନ୍ନ ଧର୍ମର ଲୋକ ଏକାଠି ଶାନ୍ତିରେ ବସବାସ କରନ୍ତି । ଅଯୋଧ୍ୟାରେ ଏକ ନୂଆ ମସଜିଦ ନିର୍ମାଣ ପାଇଁ ଉଭୟ ସମ୍ପ୍ରଦାୟର ଲୋକେ ହାତ ମିଳାଇଛନ୍ତି । ଏହା ସାମ୍ପ୍ରଦାୟିକ ସଦ୍ଭାବନାର ଏକ ଉଜ୍ଜ୍ୱଳ ଉଦାହରଣ । ମନ୍ଦିର ପାଖରେ ଥିବା ପୁରୁଣା ମସଜିଦର ମରାମତି ପାଇଁ ହିନ୍ଦୁ ପରିବାରମାନେ ଅର୍ଥ ସହାୟତା ଦେଇଛନ୍ତି । ଗ୍ରାମବାସୀଙ୍କ କହିବା ଅନୁସାରେ ଏ ଗାଁରେ କେବେ ଧର୍ମକୁ ନେଇ ବିବାଦ ହୋଇନାହିଁ । ପର୍ବପର୍ବାଣିରେ ସମସ୍ତେ ମିଳିମିଶି ଭାଗ ନିଅନ୍ତି । ଏହି ପ୍ରକଳ୍ପ ପାଇଁ ପ୍ରାୟ ୧୫ ଲକ୍ଷ ଟଙ୍କା ବ୍ୟୟ ଅଟକଳ କରାଯାଇଛି । ସ୍ଥାନୀୟ ପ୍ରଶାସନ ମଧ୍ୟ ଏଥିରେ ସହଯୋଗ କରୁଛି । ଅନେକ ସାମାଜିକ ସଂଗଠନ ଏହାକୁ ସ୍ୱାଗତ କରିଛନ୍ତି ।: [1090, 56, 1474, 161]
sudoku-cell[interactable]: 6: [1289, 1553, 1324, 1588]
chirantani-author: -କାଳିନ୍ଦୀ ଚରଣ ପାଣିଗ୍ରାହୀ: [192, 183, 293, 194]
yellow-dot: [1217, 2117, 1229, 2129]
solution-cell: [1385, 1982, 1404, 2001]
column-tag: ପରିବେଶ ପରିଚିନ୍ତା: [619, 439, 724, 460]
sudoku-header: [1140, 1440, 1470, 1478]
netaji-dropcap: ଧ: [40, 1718, 70, 1769]
contact-email-1[interactable]: E-mail:dharitripress@gmail.com: [1196, 1215, 1378, 1226]
solution-cell: [1348, 1869, 1367, 1888]
lalana-col3: କୁହାଯାଏ, ଗୋଟିଏ ପୁରୁଷକୁ ଶିକ୍ଷିତ କଲେ ଜଣେ ବ୍ୟକ୍ତି ଶିକ୍ଷିତ ହୁଏ, କିନ୍ତୁ ଗୋଟିଏ ନାରୀକୁ ଶିକ୍ଷିତ କଲେ ଗୋଟିଏ ପରିବାର ଶିକ୍ଷିତ ହୁଏ । ଏଣୁ ଝିଅମାନଙ୍କ ଶିକ୍ଷା ପ୍ରତି ବିଶେଷ ଧ୍ୟାନ ଦେବା ଦରକାର । ଗଣମାଧ୍ୟମରେ ନାରୀକୁ ପଣ୍ୟ ଭାବେ ଉପସ୍ଥାପନ କରିବା ବନ୍ଦ ହେବା ଉଚିତ । ନାରୀ ନିଜେ ନିଜର ମର୍ଯ୍ୟାଦା ରକ୍ଷା କରିବାକୁ ଆଗେଇ ଆସିବା ଆବଶ୍ୟକ । ଭାରତଲଳନା ଯଦି ଜାଗ୍ରତ ନହୁଏ, ତେବେ ଦେଶର ପ୍ରଗତି ଅସମ୍ଭବ ।: [548, 1110, 807, 1196]
sailboat-icon: [210, 248, 350, 328]
sudoku-cell[interactable]: [1393, 1692, 1428, 1727]
crosshair-top-right: [1472, 20, 1500, 48]
old-news-item: ■ ବୁଶ ଓ ଆମେରିକା ମଧ୍ୟରେ 'ଷ୍ଟାର' ଚୁକ୍ତି ସ୍ୱାକ୍ଷରିତ ।: [1140, 1418, 1366, 1429]
quote-strip: [375, 10, 1079, 48]
solution-cell: [1442, 1888, 1461, 1907]
solution-cell: [1291, 1944, 1310, 1963]
sudoku-rules: ସୁ-ଡୋ-କୁ ସମାଧାନ କରିବା ପାଇଁ ପ୍ରତି ଧାଡ଼ି, ପ୍ରତି ସ୍ତମ୍ଭ ଓ ପ୍ରତି ୩x୩ ବାକ୍ସରେ ୧ରୁ ୯ ପର୍ଯ୍ୟନ୍ତ ସଂଖ୍ୟା ଥରେ ମାତ୍ର ବ୍ୟବହାର କରନ୍ତୁ । ଏହା ଏକ ତର୍କଭିତ୍ତିକ ଖେଳ ଯାହା ମସ୍ତିଷ୍କକୁ ସକ୍ରିୟ ରଖେ ।: [1140, 1820, 1274, 1906]
solution-cell: [1310, 1944, 1329, 1963]
sudoku-cell[interactable]: 1: [1427, 1519, 1462, 1554]
solution-cell: [1329, 1869, 1348, 1888]
solution-cell: [1310, 1925, 1329, 1944]
